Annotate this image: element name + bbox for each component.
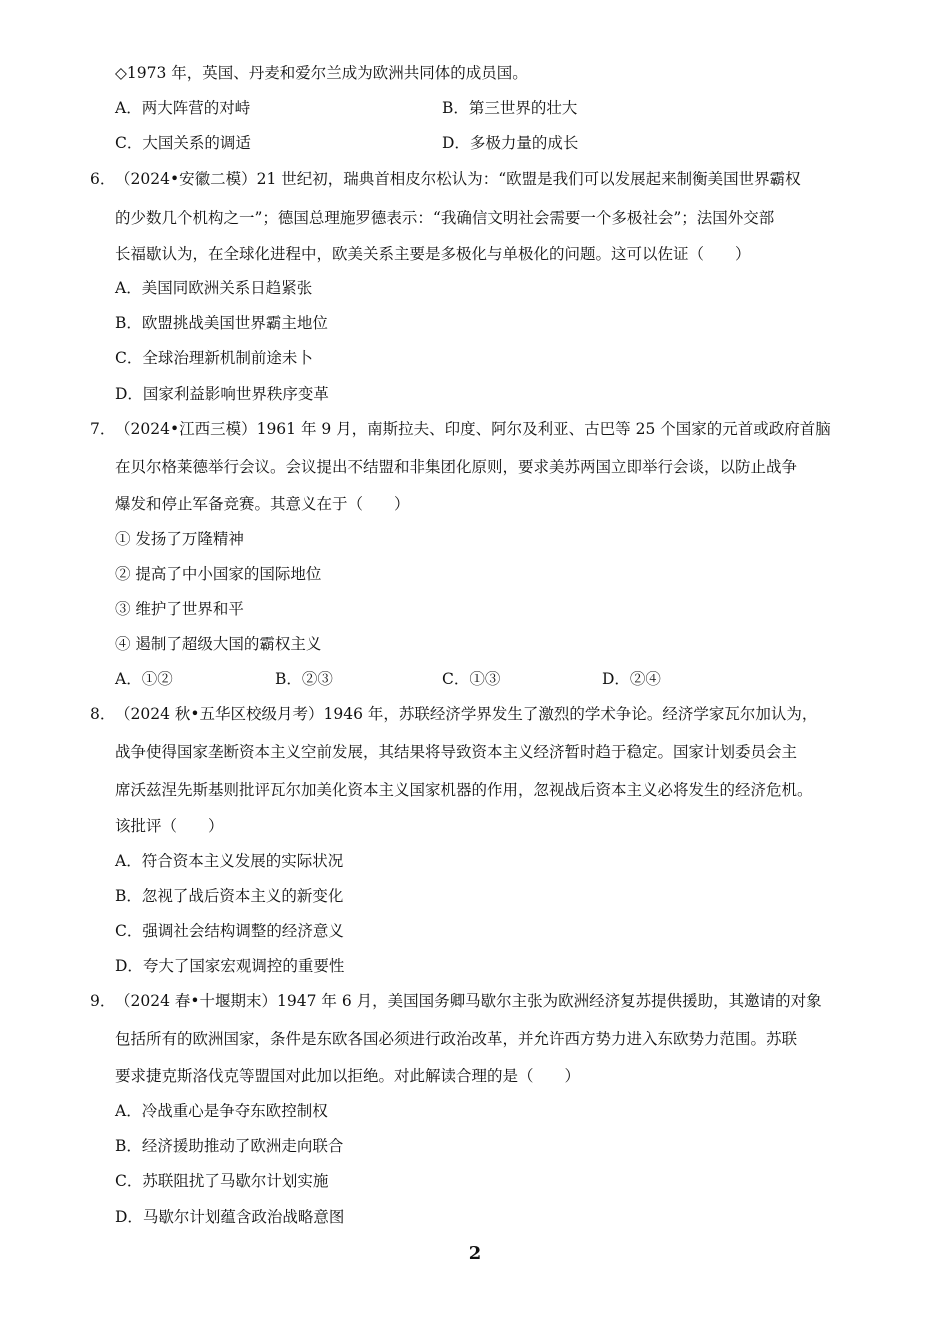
question-7-option-a: A．①② <box>115 670 173 688</box>
page-number: 2 <box>468 1243 482 1264</box>
question-7-option-c: C．①③ <box>442 670 501 688</box>
question-8-line-1: （2024 秋•五华区校级月考）1946 年，苏联经济学界发生了激烈的学术争论。经济学家瓦尔加认为， <box>115 705 818 723</box>
question-7-item-1: ① 发扬了万隆精神 <box>115 530 244 548</box>
question-7-item-3: ③ 维护了世界和平 <box>115 600 244 618</box>
question-6-option-a: A．美国同欧洲关系日趋紧张 <box>115 279 313 297</box>
question-9-number: 9． <box>90 992 116 1010</box>
question-7-line-1: （2024•江西三模）1961 年 9 月，南斯拉夫、印度、阿尔及利亚、古巴等 25 个国家的元首或政府首脑 <box>115 420 831 438</box>
question-9-option-d: D．马歇尔计划蕴含政治战略意图 <box>115 1208 345 1226</box>
question-8-number: 8． <box>90 705 116 723</box>
question-9-option-c: C．苏联阻扰了马歇尔计划实施 <box>115 1172 329 1190</box>
question-6-line-3: 长福歇认为，在全球化进程中，欧美关系主要是多极化与单极化的问题。这可以佐证（ ） <box>115 245 751 263</box>
question-7-line-3: 爆发和停止军备竞赛。其意义在于（ ） <box>115 495 410 513</box>
question-7-line-2: 在贝尔格莱德举行会议。会议提出不结盟和非集团化原则，要求美苏两国立即举行会谈，以防止战争 <box>115 458 798 476</box>
question-8-option-b: B．忽视了战后资本主义的新变化 <box>115 887 344 905</box>
question-6-option-d: D．国家利益影响世界秩序变革 <box>115 385 329 403</box>
question-8-option-a: A．符合资本主义发展的实际状况 <box>115 852 344 870</box>
intro-option-d: D．多极力量的成长 <box>442 134 579 152</box>
question-8-line-3: 席沃兹涅先斯基则批评瓦尔加美化资本主义国家机器的作用，忽视战后资本主义必将发生的经济危机。 <box>115 781 813 799</box>
question-8-option-c: C．强调社会结构调整的经济意义 <box>115 922 344 940</box>
question-9-line-1: （2024 春•十堰期末）1947 年 6 月，美国国务卿马歇尔主张为欧洲经济复苏提供援助，其邀请的对象 <box>115 992 822 1010</box>
question-6-option-b: B．欧盟挑战美国世界霸主地位 <box>115 314 328 332</box>
intro-option-b: B．第三世界的壮大 <box>442 99 578 117</box>
question-6-number: 6． <box>90 170 116 188</box>
question-7-item-4: ④ 遏制了超级大国的霸权主义 <box>115 635 322 653</box>
question-7-number: 7． <box>90 420 116 438</box>
intro-option-c: C．大国关系的调适 <box>115 134 251 152</box>
question-7-option-d: D．②④ <box>602 670 661 688</box>
question-6-option-c: C．全球治理新机制前途未卜 <box>115 349 313 367</box>
intro-statement: ◇1973 年，英国、丹麦和爱尔兰成为欧洲共同体的成员国。 <box>115 64 528 82</box>
question-6-line-2: 的少数几个机构之一”；德国总理施罗德表示：“我确信文明社会需要一个多极社会”；法国外交部 <box>115 209 775 227</box>
question-7-item-2: ② 提高了中小国家的国际地位 <box>115 565 322 583</box>
question-9-option-a: A．冷战重心是争夺东欧控制权 <box>115 1102 328 1120</box>
intro-option-a: A．两大阵营的对峙 <box>115 99 251 117</box>
question-9-line-2: 包括所有的欧洲国家，条件是东欧各国必须进行政治改革，并允许西方势力进入东欧势力范围。苏联 <box>115 1030 798 1048</box>
question-9-option-b: B．经济援助推动了欧洲走向联合 <box>115 1137 344 1155</box>
question-8-option-d: D．夸大了国家宏观调控的重要性 <box>115 957 345 975</box>
question-7-option-b: B．②③ <box>275 670 333 688</box>
question-9-line-3: 要求捷克斯洛伐克等盟国对此加以拒绝。对此解读合理的是（ ） <box>115 1067 581 1085</box>
question-6-line-1: （2024•安徽二模）21 世纪初，瑞典首相皮尔松认为：“欧盟是我们可以发展起来制衡美国世界霸权 <box>115 170 801 188</box>
question-8-line-4: 该批评（ ） <box>115 817 224 835</box>
question-8-line-2: 战争使得国家垄断资本主义空前发展，其结果将导致资本主义经济暂时趋于稳定。国家计划委员会主 <box>115 743 798 761</box>
